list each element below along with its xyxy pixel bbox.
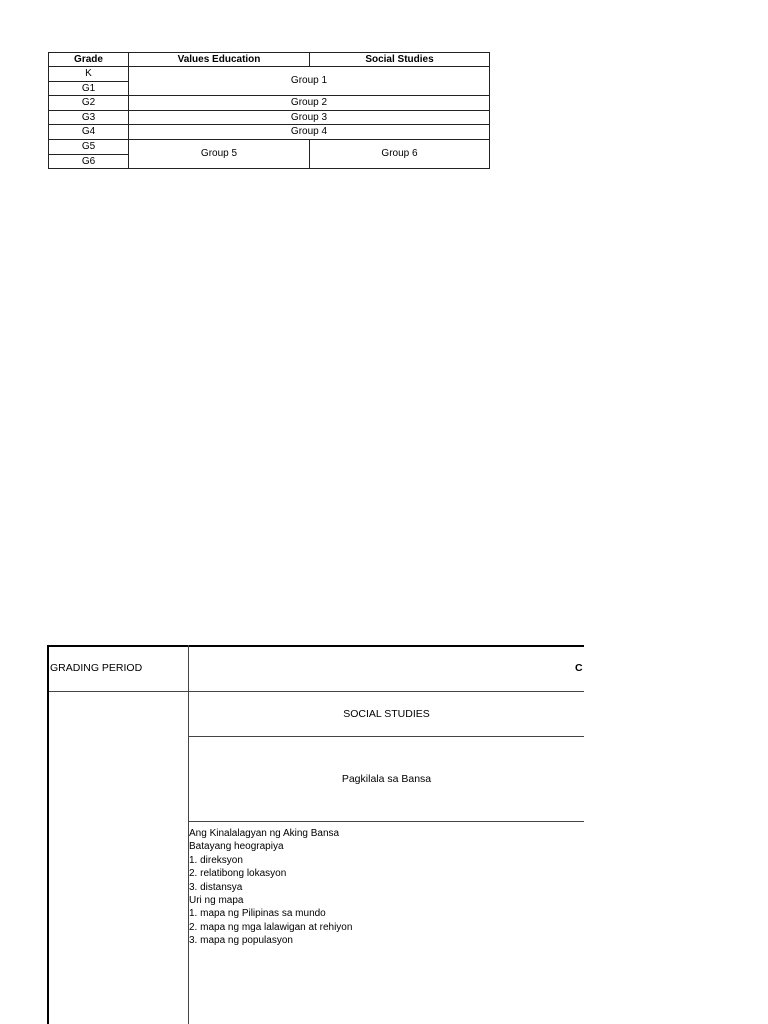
theme-heading: Pagkilala sa Bansa bbox=[341, 773, 432, 785]
group-2-cell: Group 2 bbox=[290, 97, 328, 108]
topic-item: Batayang heograpiya bbox=[189, 841, 284, 853]
header-grade: Grade bbox=[74, 53, 103, 65]
grade-g5: G5 bbox=[81, 141, 96, 152]
group-6-cell: Group 6 bbox=[381, 148, 418, 159]
grade-g1: G1 bbox=[81, 82, 96, 94]
header-values-education: Values Education bbox=[177, 53, 261, 65]
group-4-cell: Group 4 bbox=[290, 126, 328, 137]
topic-item: 2. mapa ng mga lalawigan at rehiyon bbox=[189, 921, 353, 933]
grade-g4: G4 bbox=[81, 126, 96, 137]
group-5-cell: Group 5 bbox=[200, 148, 238, 159]
grade-g3: G3 bbox=[81, 111, 96, 123]
grade-g6: G6 bbox=[81, 155, 96, 167]
group-1-cell: Group 1 bbox=[290, 75, 328, 86]
topic-item: 2. relatibong lokasyon bbox=[189, 868, 287, 880]
topic-item: 1. mapa ng Pilipinas sa mundo bbox=[189, 908, 326, 920]
topic-item: 3. mapa ng populasyon bbox=[189, 935, 293, 947]
topic-item: 1. direksyon bbox=[189, 854, 243, 866]
grade-k: K bbox=[85, 68, 92, 79]
topic-list bbox=[189, 827, 352, 948]
cut-header-text: C bbox=[575, 662, 583, 674]
topic-item: Ang Kinalalagyan ng Aking Bansa bbox=[189, 828, 340, 839]
group-3-cell: Group 3 bbox=[290, 111, 328, 123]
grade-g2: G2 bbox=[81, 97, 96, 108]
topic-item: 3. distansya bbox=[189, 881, 243, 893]
grading-period-label: GRADING PERIOD bbox=[50, 662, 143, 674]
subject-heading: SOCIAL STUDIES bbox=[343, 708, 430, 720]
header-social-studies: Social Studies bbox=[365, 53, 434, 65]
topic-item: Uri ng mapa bbox=[189, 895, 244, 907]
